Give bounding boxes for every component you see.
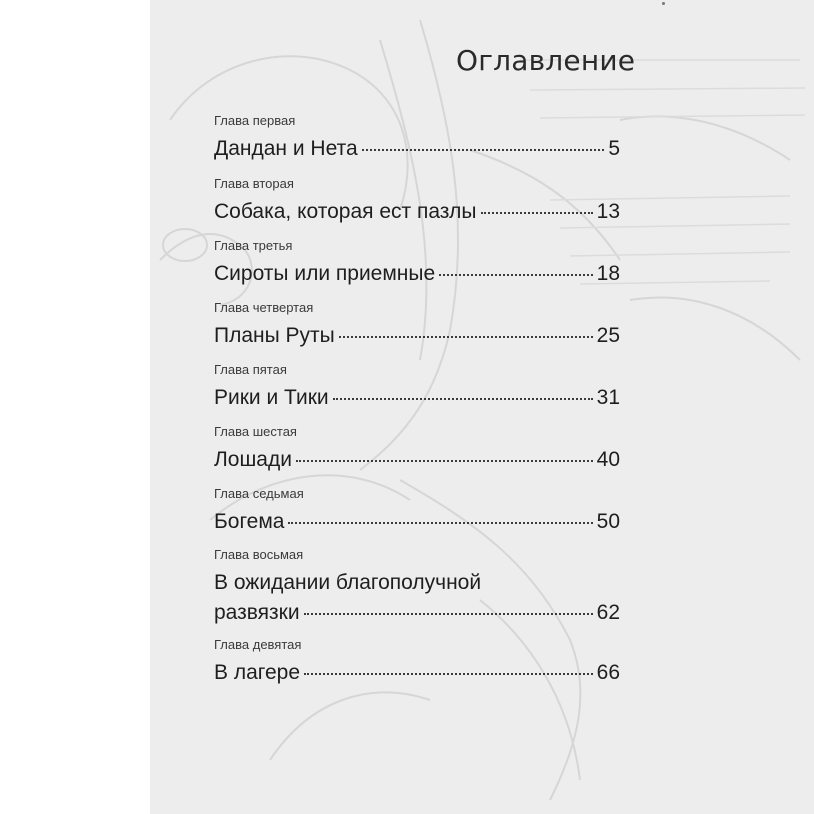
dot-leader xyxy=(296,460,593,462)
dot-leader xyxy=(288,522,592,524)
chapter-label: Глава вторая xyxy=(214,176,294,191)
chapter-label: Глава восьмая xyxy=(214,547,304,562)
chapter-label: Глава седьмая xyxy=(214,486,304,501)
print-speck xyxy=(662,2,665,5)
toc-entry[interactable] xyxy=(214,362,620,412)
page-number: 66 xyxy=(596,661,620,684)
chapter-label: Глава третья xyxy=(214,238,293,253)
dot-leader xyxy=(339,336,593,338)
chapter-title: В лагере xyxy=(214,661,301,684)
entry-line xyxy=(214,446,620,474)
dot-leader xyxy=(439,274,592,276)
chapter-label: Глава первая xyxy=(214,113,296,128)
toc-entry[interactable] xyxy=(214,424,620,474)
entry-line xyxy=(214,599,620,627)
toc-entry[interactable] xyxy=(214,176,620,226)
dot-leader xyxy=(333,398,593,400)
chapter-title-line2: развязки xyxy=(214,601,300,624)
page-number: 18 xyxy=(596,262,620,285)
chapter-title: Собака, которая ест пазлы xyxy=(214,200,477,223)
page-number: 31 xyxy=(596,386,620,409)
toc-entry[interactable] xyxy=(214,113,620,163)
chapter-title: Планы Руты xyxy=(214,324,335,347)
dot-leader xyxy=(304,613,593,615)
entry-line xyxy=(214,260,620,288)
chapter-label: Глава четвертая xyxy=(214,300,314,315)
chapter-title: Дандан и Нета xyxy=(214,137,358,160)
entry-line xyxy=(214,198,620,226)
chapter-title: Сироты или приемные xyxy=(214,262,436,285)
page-title: Оглавление xyxy=(456,44,636,77)
entry-line xyxy=(214,508,620,536)
entry-line xyxy=(214,384,620,412)
chapter-title-line1: В ожидании благополучной xyxy=(214,571,482,594)
page-number: 62 xyxy=(596,601,620,624)
entry-line xyxy=(214,135,620,163)
chapter-label: Глава шестая xyxy=(214,424,297,439)
toc-entry[interactable] xyxy=(214,238,620,288)
dot-leader xyxy=(304,673,593,675)
chapter-label: Глава девятая xyxy=(214,637,302,652)
chapter-title: Лошади xyxy=(214,448,292,471)
entry-line xyxy=(214,322,620,350)
toc-entry[interactable] xyxy=(214,637,620,687)
page-number: 5 xyxy=(608,137,620,160)
entry-line xyxy=(214,659,620,687)
chapter-title: Богема xyxy=(214,510,285,533)
toc-entry[interactable] xyxy=(214,547,620,627)
book-page xyxy=(150,0,814,814)
dot-leader xyxy=(481,212,593,214)
page-number: 13 xyxy=(596,200,620,223)
dot-leader xyxy=(362,149,605,151)
page-number: 50 xyxy=(596,510,620,533)
chapter-label: Глава пятая xyxy=(214,362,287,377)
toc-entry[interactable] xyxy=(214,486,620,536)
chapter-title: Рики и Тики xyxy=(214,386,329,409)
toc-entry[interactable] xyxy=(214,300,620,350)
page-number: 25 xyxy=(596,324,620,347)
page-number: 40 xyxy=(596,448,620,471)
